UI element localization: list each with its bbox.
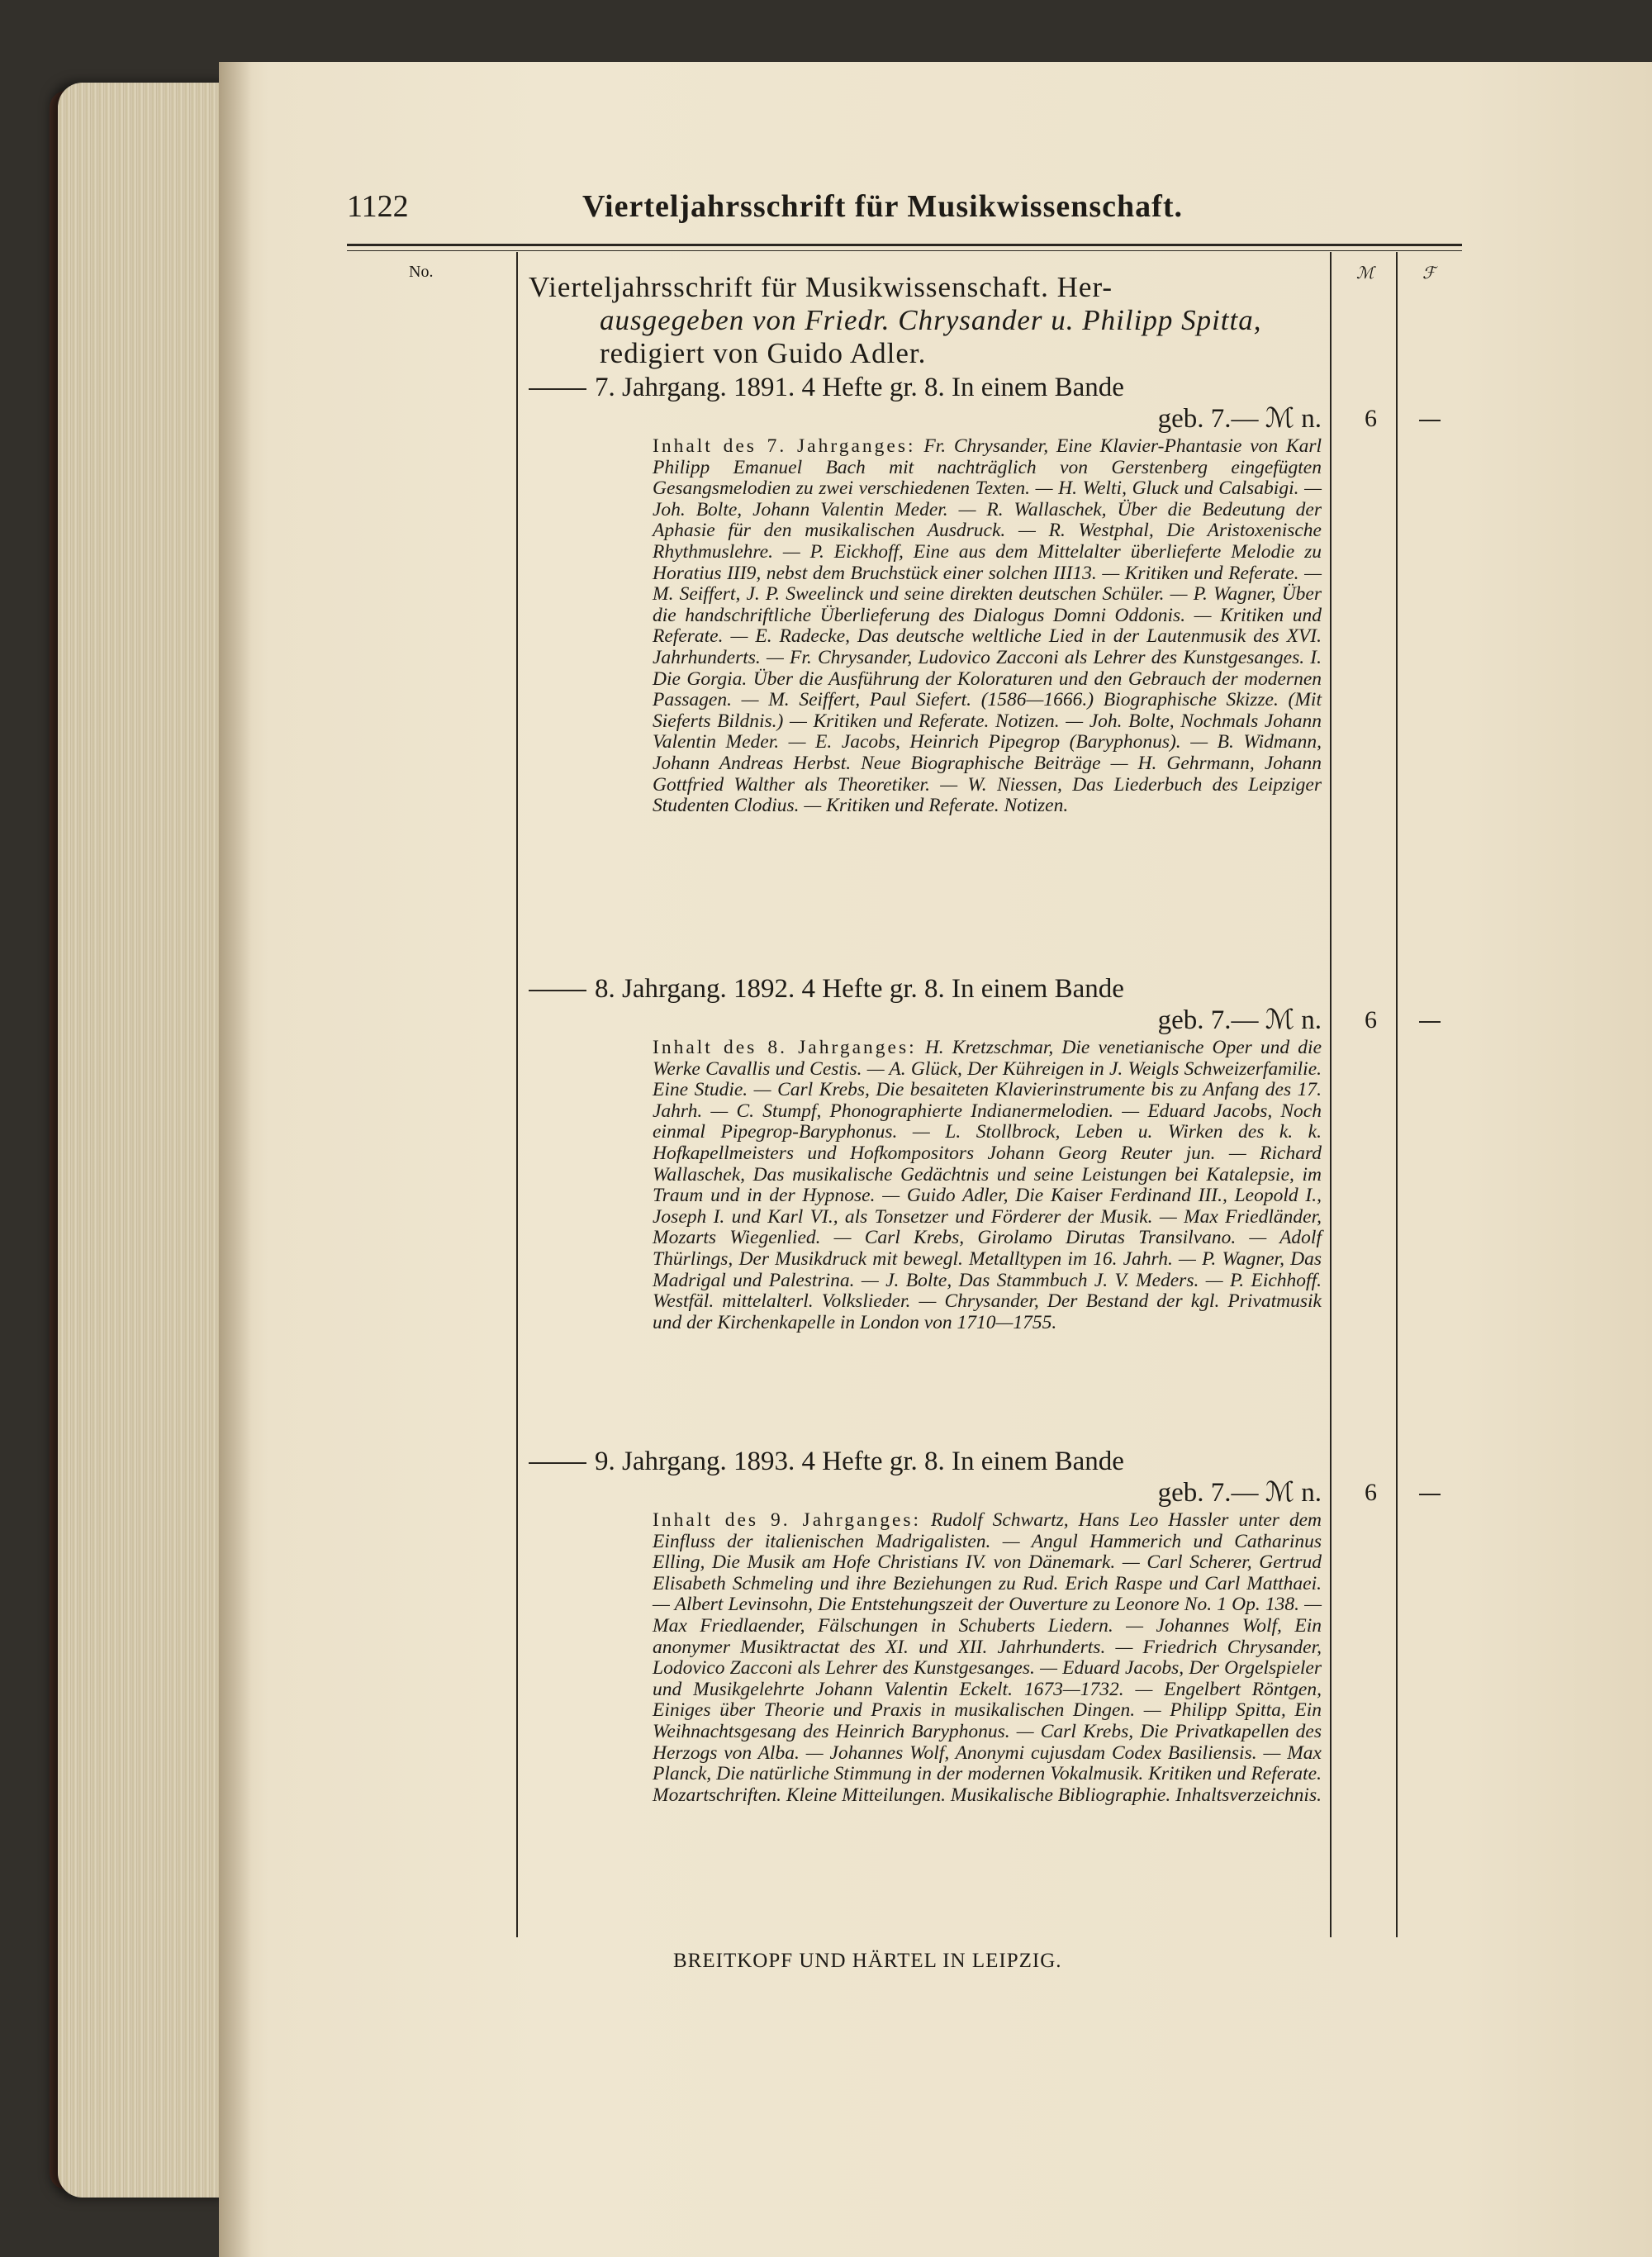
volume-binding: geb. 7.— ℳ n. (1157, 1478, 1322, 1508)
contents-text: Fr. Chrysander, Eine Klavier-Phantasie von Karl Philipp Emanuel Bach mit nachträglich von Gerstenberg eingefügten Gesangsmelodien zu zwei verschiedenen Texten. — H. Welti, Gluck und Calsabigi. — Joh. Bolte, Johann Valentin Meder. — R. Wallaschek, Über die Bedeutung der Aphasie für den musikalischen Ausdruck. — R. Westphal, Die Aristoxenische Rhythmuslehre. — P. Eickhoff, Eine aus dem Mittelalter überlieferte Melodie zu Horatius III9, nebst dem Bruchstück einer solchen III13. — Kritiken und Referate. — M. Seiffert, J. P. Sweelinck und seine direkten deutschen Schüler. — P. Wagner, Über die handschriftliche Überlieferung des Dialogus Domni Oddonis. — Kritiken und Referate. — E. Radecke, Das deutsche weltliche Lied in der Lautenmusik des XVI. Jahrhunderts. — Fr. Chrysander, Ludovico Zacconi als Lehrer des Kunstgesanges. I. Die Gorgia. Über die Ausführung der Koloraturen und den Gebrauch der modernen Passagen. — M. Seiffert, Paul Siefert. (1586—1666.) Biographische Skizze. (Mit Sieferts Bildnis.) — Kritiken und Referate. Notizen. — Joh. Bolte, Nochmals Johann Valentin Meder. — E. Jacobs, Heinrich Pipegrop (Baryphonus). — B. Widmann, Johann Andreas Herbst. Neue Biographische Beiträge — H. Gehrmann, Johann Gottfried Walther als Theoretiker. — W. Niessen, Das Liederbuch des Leipziger Studenten Clodius. — Kritiken und Referate. Notizen. (653, 435, 1322, 817)
column-header-pf: ℱ (1422, 264, 1436, 283)
volume-title: 8. Jahrgang. 1892. 4 Hefte gr. 8. In einem Bande (595, 974, 1124, 1004)
volume-binding: geb. 7.— ℳ n. (1157, 1005, 1322, 1035)
price-pf-dash (1419, 1494, 1441, 1495)
volume-contents (653, 436, 1322, 817)
volume-title: 7. Jahrgang. 1891. 4 Hefte gr. 8. In einem Bande (595, 373, 1124, 402)
publication-line-1: Vierteljahrsschrift für Musikwissenschaft. Her- (529, 271, 1113, 303)
page-header (347, 188, 1462, 238)
column-divider-no (516, 252, 518, 1937)
header-rule (347, 244, 1462, 246)
header-rule-thin (347, 250, 1462, 251)
contents-lead: Inhalt des 9. Jahrganges: (653, 1509, 922, 1531)
column-header-no: No. (409, 263, 434, 281)
publication-line-2: ausgegeben von Friedr. Chrysander u. Philipp Spitta, (600, 304, 1262, 336)
publisher-imprint: BREITKOPF UND HÄRTEL IN LEIPZIG. (673, 1950, 1062, 1972)
gutter-shadow (219, 62, 252, 2257)
column-divider-mark (1330, 252, 1332, 1937)
contents-lead: Inhalt des 7. Jahrganges: (653, 435, 916, 457)
volume-entry (529, 973, 1322, 1039)
price-mark: 6 (1365, 1006, 1377, 1033)
page-number: 1122 (347, 189, 409, 224)
price-mark: 6 (1365, 405, 1377, 432)
publication-heading (529, 271, 1322, 370)
volume-contents (653, 1038, 1322, 1333)
volume-entry (529, 1446, 1322, 1512)
volume-title: 9. Jahrgang. 1893. 4 Hefte gr. 8. In einem Bande (595, 1447, 1124, 1476)
volume-binding: geb. 7.— ℳ n. (1157, 404, 1322, 434)
running-title: Vierteljahrsschrift für Musikwissenschaft. (582, 189, 1183, 224)
volume-entry (529, 372, 1322, 438)
contents-text: Rudolf Schwartz, Hans Leo Hassler unter dem Einfluss der italienischen Madrigalisten. — Angul Hammerich und Catharinus Elling, Die Musik am Hofe Christians IV. von Dänemark. — Carl Scherer, Gertrud Elisabeth Schmeling und ihre Beziehungen zu Rud. Erich Raspe und Carl Matthaei. — Albert Levinsohn, Die Entstehungszeit der Ouverture zu Leonore No. 1 Op. 138. — Max Friedlaender, Fälschungen in Schuberts Liedern. — Johannes Wolf, Ein anonymer Musiktractat des XI. und XII. Jahrhunderts. — Friedrich Chrysander, Lodovico Zacconi als Lehrer des Kunstgesanges. — Eduard Jacobs, Der Orgelspieler und Musikgelehrte Johann Valentin Eckelt. 1673—1732. — Engelbert Röntgen, Einiges über Theorie und Praxis in musikalischen Dingen. — Philipp Spitta, Ein Weihnachtsgesang des Heinrich Baryphonus. — Carl Krebs, Die Privatkapellen des Herzogs von Alba. — Johannes Wolf, Anonymi cujusdam Codex Basiliensis. — Max Planck, Die natürliche Stimmung in der modernen Vokalmusik. Kritiken und Referate. Mozartschriften. Kleine Mitteilungen. Musikalische Bibliographie. Inhaltsverzeichnis. (653, 1509, 1322, 1806)
page-stack-edges (58, 83, 231, 2198)
contents-text: H. Kretzschmar, Die venetianische Oper und die Werke Cavallis und Cestis. — A. Glück, Der Kühreigen in J. Weigls Schweizerfamilie. Eine Studie. — Carl Krebs, Die besaiteten Klavierinstrumente bis zu Anfang des 17. Jahrh. — C. Stumpf, Phonographierte Indianermelodien. — Eduard Jacobs, Noch einmal Pipegrop-Baryphonus. — L. Stollbrock, Leben u. Wirken des k. k. Hofkapellmeisters und Hofkompositors Johann Georg Reuter jun. — Richard Wallaschek, Das musikalische Gedächtnis und seine Leistungen bei Katalepsie, im Traum und in der Hypnose. — Guido Adler, Die Kaiser Ferdinand III., Leopold I., Joseph I. und Karl VI., als Tonsetzer und Förderer der Musik. — Max Friedländer, Mozarts Wiegenlied. — Carl Krebs, Girolamo Dirutas Transilvano. — Adolf Thürlings, Der Musikdruck mit bewegl. Metalltypen im 16. Jahrh. — P. Wagner, Das Madrigal und Palestrina. — J. Bolte, Das Stammbuch J. V. Meders. — P. Eichhoff. Westfäl. mittelalterl. Volkslieder. — Chrysander, Der Bestand der kgl. Privatmusik und der Kirchenkapelle in London von 1710—1755. (653, 1037, 1322, 1333)
column-divider-pf (1396, 252, 1398, 1937)
contents-lead: Inhalt des 8. Jahrganges: (653, 1037, 917, 1058)
price-pf-dash (1419, 420, 1441, 421)
column-header-mark: ℳ (1356, 264, 1374, 283)
price-pf-dash (1419, 1021, 1441, 1023)
publication-line-3: redigiert von Guido Adler. (600, 337, 927, 369)
price-mark: 6 (1365, 1479, 1377, 1506)
volume-contents (653, 1510, 1322, 1806)
